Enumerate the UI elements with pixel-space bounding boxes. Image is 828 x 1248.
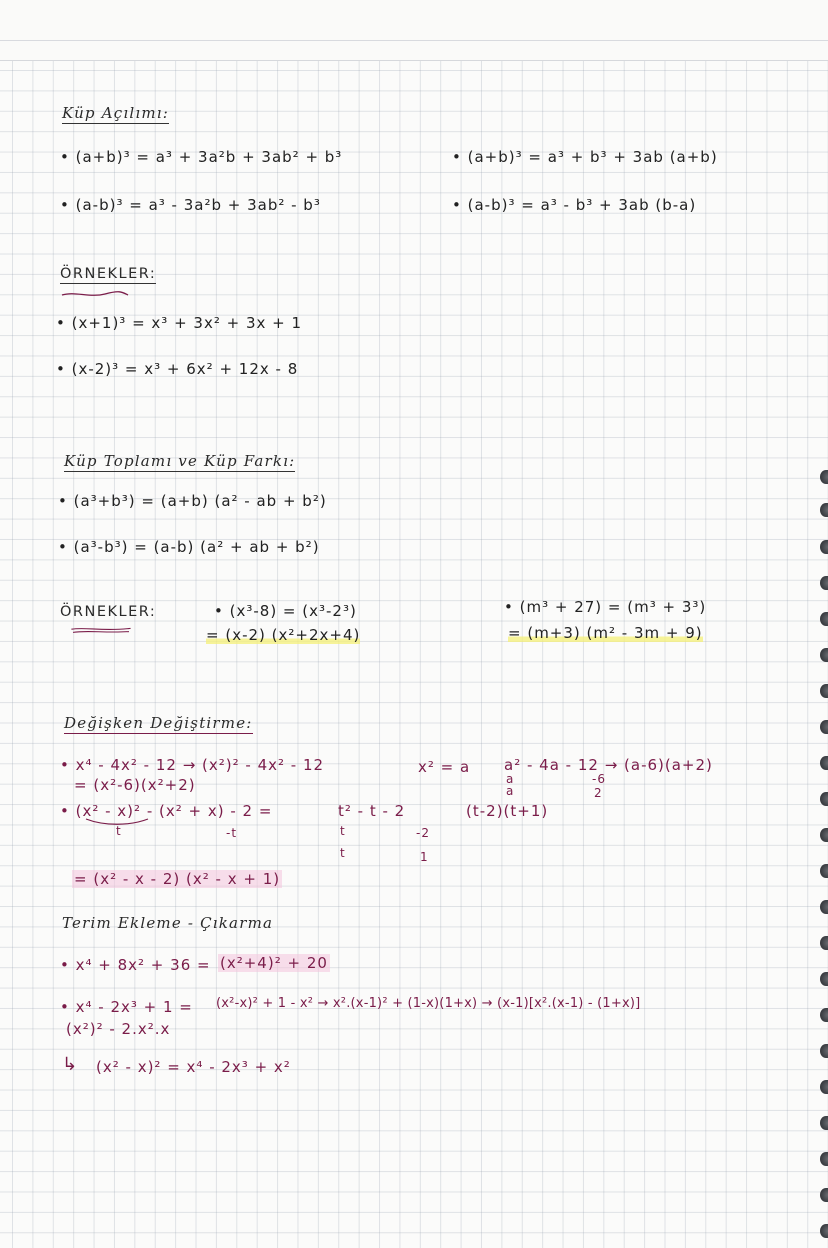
page-top-margin bbox=[0, 0, 828, 61]
binding-ring bbox=[820, 540, 828, 554]
binding-ring bbox=[820, 576, 828, 590]
binding-ring bbox=[820, 972, 828, 986]
section-title-degisken: Değişken Değiştirme: bbox=[64, 714, 253, 732]
binding-ring bbox=[820, 864, 828, 878]
binding-ring bbox=[820, 756, 828, 770]
underline-swirl bbox=[60, 290, 130, 298]
binding-ring bbox=[820, 828, 828, 842]
example-result: = (x-2) (x²+2x+4) bbox=[206, 626, 361, 644]
factor-col: 1 bbox=[420, 850, 429, 864]
term-result bbox=[218, 954, 330, 972]
term-highlight: (x²+4)² + 20 bbox=[220, 954, 328, 972]
formula-line: • (a+b)³ = a³ + b³ + 3ab (a+b) bbox=[452, 148, 718, 166]
spiral-binding bbox=[814, 0, 828, 1248]
example-result: = (m+3) (m² - 3m + 9) bbox=[508, 624, 703, 642]
binding-ring bbox=[820, 1080, 828, 1094]
binding-ring bbox=[820, 1152, 828, 1166]
substitution-t: t² - t - 2 bbox=[338, 802, 406, 820]
term-line: • x⁴ - 2x³ + 1 = bbox=[60, 998, 193, 1016]
example-line: • (x-2)³ = x³ + 6x² + 12x - 8 bbox=[56, 360, 299, 378]
section-title-ornekler: ÖRNEKLER: bbox=[60, 604, 157, 620]
factor-col: a bbox=[506, 772, 515, 786]
substitution-note: x² = a bbox=[418, 758, 471, 776]
term-line: • x⁴ + 8x² + 36 = bbox=[60, 956, 211, 974]
binding-ring bbox=[820, 470, 828, 484]
binding-ring bbox=[820, 792, 828, 806]
term-line: (x²)² - 2.x².x bbox=[66, 1020, 171, 1038]
term-result: (x²-x)² + 1 - x² → x².(x-1)² + (1-x)(1+x) → (x-1)[x².(x-1) - (1+x)] bbox=[216, 996, 641, 1011]
formula-line: • (a³+b³) = (a+b) (a² - ab + b²) bbox=[58, 492, 327, 510]
term-line: (x² - x)² = x⁴ - 2x³ + x² bbox=[96, 1058, 291, 1076]
example-line: • (x³-8) = (x³-2³) bbox=[214, 602, 357, 620]
section-title-terim: Terim Ekleme - Çıkarma bbox=[62, 914, 274, 932]
substitution-line: = (x²-6)(x²+2) bbox=[74, 776, 196, 794]
binding-ring bbox=[820, 648, 828, 662]
factor-col: -6 bbox=[592, 772, 606, 786]
example-line: • (x+1)³ = x³ + 3x² + 3x + 1 bbox=[56, 314, 303, 332]
binding-ring bbox=[820, 936, 828, 950]
binding-ring bbox=[820, 1224, 828, 1238]
binding-ring bbox=[820, 720, 828, 734]
substitution-result: a² - 4a - 12 → (a-6)(a+2) bbox=[504, 756, 713, 774]
binding-ring bbox=[820, 1116, 828, 1130]
example-line: • (m³ + 27) = (m³ + 3³) bbox=[504, 598, 707, 616]
factor-col: t bbox=[340, 846, 346, 860]
formula-line: • (a-b)³ = a³ - 3a²b + 3ab² - b³ bbox=[60, 196, 321, 214]
factor-col: a bbox=[506, 784, 515, 798]
factor-col: t bbox=[340, 824, 346, 838]
top-rule bbox=[0, 40, 828, 41]
binding-ring bbox=[820, 1188, 828, 1202]
formula-line: • (a³-b³) = (a-b) (a² + ab + b²) bbox=[58, 538, 320, 556]
binding-ring bbox=[820, 1008, 828, 1022]
arrow-icon: ↳ bbox=[62, 1054, 79, 1075]
factor-col: 2 bbox=[594, 786, 603, 800]
final-highlight: = (x² - x - 2) (x² - x + 1) bbox=[74, 870, 281, 888]
binding-ring bbox=[820, 503, 828, 517]
minus-t-mark: -t bbox=[226, 826, 238, 840]
formula-line: • (a+b)³ = a³ + 3a²b + 3ab² + b³ bbox=[60, 148, 343, 166]
section-title-kup-acilimi: Küp Açılımı: bbox=[62, 104, 170, 122]
binding-ring bbox=[820, 612, 828, 626]
binding-ring bbox=[820, 900, 828, 914]
formula-line: • (a-b)³ = a³ - b³ + 3ab (b-a) bbox=[452, 196, 697, 214]
binding-ring bbox=[820, 684, 828, 698]
t-mark: t bbox=[116, 824, 122, 838]
section-title-kup-toplami: Küp Toplamı ve Küp Farkı: bbox=[64, 452, 296, 470]
underline-swirl bbox=[62, 626, 140, 634]
binding-ring bbox=[820, 1044, 828, 1058]
section-title-ornekler: ÖRNEKLER: bbox=[60, 266, 157, 282]
substitution-line: • (x² - x)² - (x² + x) - 2 = bbox=[60, 802, 273, 820]
factor-col: -2 bbox=[416, 826, 430, 840]
substitution-result: (t-2)(t+1) bbox=[466, 802, 549, 820]
substitution-final bbox=[72, 870, 282, 888]
substitution-line: • x⁴ - 4x² - 12 → (x²)² - 4x² - 12 bbox=[60, 756, 325, 774]
